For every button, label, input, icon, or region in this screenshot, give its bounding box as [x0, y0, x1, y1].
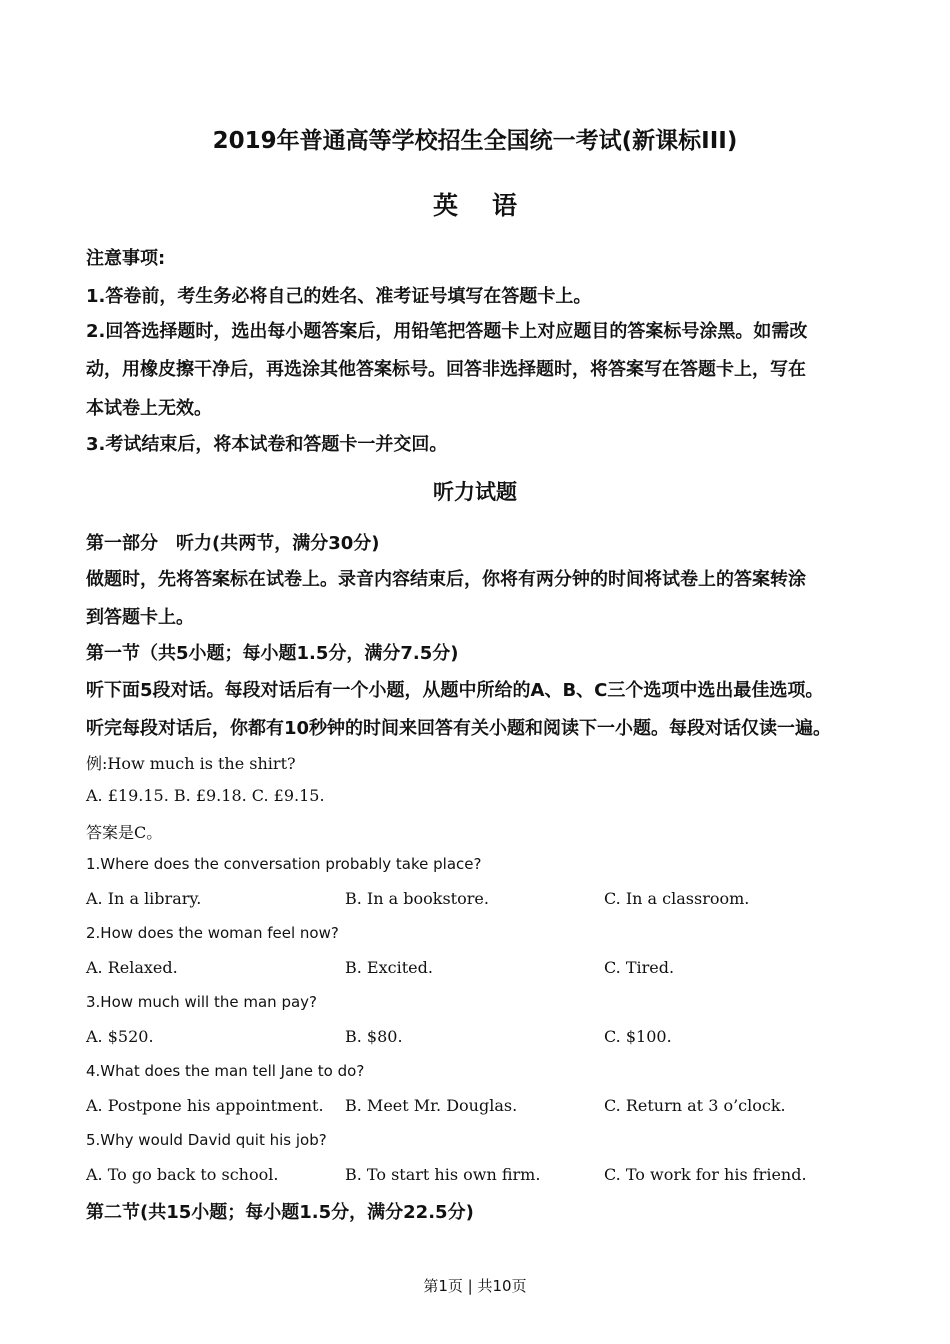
q3-option-a: A. $520. — [86, 1027, 154, 1046]
question-2: 2.How does the woman feel now? — [86, 924, 339, 942]
part1-instruction-2: 到答题卡上。 — [86, 607, 194, 628]
q4-option-c: C. Return at 3 o’clock. — [604, 1096, 786, 1115]
question-3: 3.How much will the man pay? — [86, 993, 317, 1011]
notice-item-2-cont: 动，用橡皮擦干净后，再选涂其他答案标号。回答非选择题时，将答案写在答题卡上，写在 — [86, 359, 806, 380]
q1-option-c: C. In a classroom. — [604, 889, 750, 908]
q5-option-c: C. To work for his friend. — [604, 1165, 807, 1184]
section1-instruction-2: 听完每段对话后，你都有10秒钟的时间来回答有关小题和阅读下一小题。每段对话仅读一遍。 — [86, 718, 832, 739]
q1-option-b: B. In a bookstore. — [345, 889, 489, 908]
notice-heading: 注意事项: — [86, 248, 166, 269]
subject-title: 英语 — [432, 191, 551, 220]
notice-item-1: 1.答卷前，考生务必将自己的姓名、准考证号填写在答题卡上。 — [86, 286, 592, 307]
q2-option-a: A. Relaxed. — [86, 958, 178, 977]
exam-title: 2019年普通高等学校招生全国统一考试(新课标III) — [212, 128, 738, 154]
q3-option-c: C. $100. — [604, 1027, 672, 1046]
q2-option-b: B. Excited. — [345, 958, 433, 977]
page-footer: 第1页 | 共10页 — [423, 1277, 527, 1295]
example-answer: 答案是C。 — [86, 823, 163, 842]
question-5: 5.Why would David quit his job? — [86, 1131, 327, 1149]
question-1: 1.Where does the conversation probably take place? — [86, 855, 482, 873]
notice-item-2: 2.回答选择题时，选出每小题答案后，用铅笔把答题卡上对应题目的答案标号涂黑。如需改 — [86, 321, 808, 342]
q4-option-b: B. Meet Mr. Douglas. — [345, 1096, 518, 1115]
section1-instruction-1: 听下面5段对话。每段对话后有一个小题，从题中所给的A、B、C三个选项中选出最佳选项。 — [86, 680, 824, 701]
q5-option-b: B. To start his own firm. — [345, 1165, 541, 1184]
q2-option-c: C. Tired. — [604, 958, 675, 977]
section2-heading: 第二节(共15小题；每小题1.5分，满分22.5分) — [86, 1202, 474, 1223]
notice-item-3: 3.考试结束后，将本试卷和答题卡一并交回。 — [86, 434, 448, 455]
section1-heading: 第一节（共5小题；每小题1.5分，满分7.5分) — [86, 643, 459, 664]
example-options: A. £19.15. B. £9.18. C. £9.15. — [86, 786, 325, 805]
q1-option-a: A. In a library. — [86, 889, 202, 908]
question-4: 4.What does the man tell Jane to do? — [86, 1062, 365, 1080]
example-question: 例:How much is the shirt? — [86, 754, 296, 773]
q4-option-a: A. Postpone his appointment. — [86, 1096, 324, 1115]
notice-item-2-end: 本试卷上无效。 — [86, 398, 212, 419]
q3-option-b: B. $80. — [345, 1027, 403, 1046]
listening-heading: 听力试题 — [433, 480, 517, 504]
q5-option-a: A. To go back to school. — [86, 1165, 279, 1184]
part1-heading: 第一部分 听力(共两节，满分30分) — [86, 533, 380, 554]
part1-instruction-1: 做题时，先将答案标在试卷上。录音内容结束后，你将有两分钟的时间将试卷上的答案转涂 — [86, 569, 806, 590]
